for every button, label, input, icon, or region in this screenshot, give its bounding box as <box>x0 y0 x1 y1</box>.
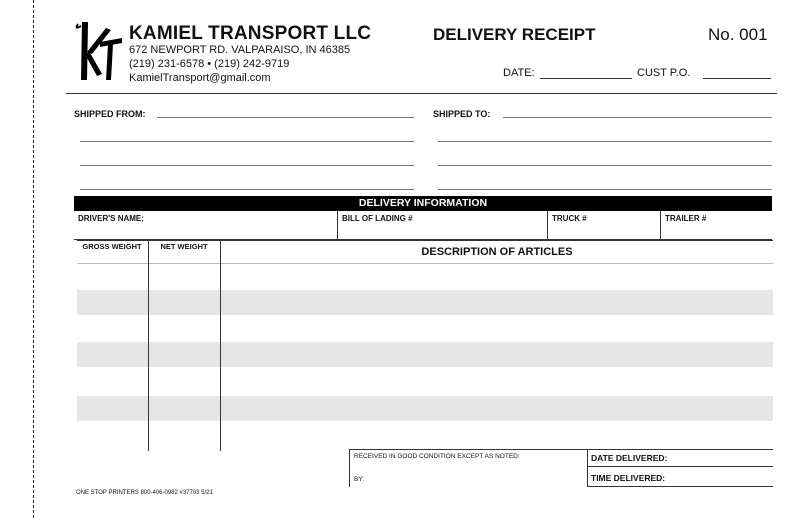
table-band-row <box>77 342 773 367</box>
kt-logo <box>72 18 124 84</box>
table-band-row <box>77 396 773 421</box>
bill-of-lading-label: BILL OF LADING # <box>342 214 413 223</box>
column-divider <box>148 241 149 451</box>
document-title: DELIVERY RECEIPT <box>433 25 596 44</box>
gross-weight-header: GROSS WEIGHT <box>82 242 142 251</box>
shipped-from-line-2[interactable] <box>80 141 414 142</box>
table-header-rule <box>77 263 773 264</box>
footer-divider-left <box>349 449 350 487</box>
cust-po-field[interactable] <box>703 78 771 79</box>
company-name: KAMIEL TRANSPORT LLC <box>129 23 372 44</box>
company-email: KamielTransport@gmail.com <box>129 72 271 84</box>
footer-mid-rule <box>587 466 773 467</box>
company-contact <box>129 43 350 85</box>
trailer-label: TRAILER # <box>665 214 707 223</box>
received-note: RECEIVED IN GOOD CONDITION EXCEPT AS NOTED: <box>354 453 520 460</box>
shipped-from-line-3[interactable] <box>80 165 414 166</box>
printer-note: ONE STOP PRINTERS 800-406-0982 #37703 5/21 <box>76 490 213 496</box>
receipt-number: No. 001 <box>708 25 768 44</box>
date-delivered-label: DATE DELIVERED: <box>591 453 668 463</box>
shipped-from-line-4[interactable] <box>80 189 414 190</box>
footer-bottom-rule <box>587 486 773 487</box>
truck-label: TRUCK # <box>552 214 587 223</box>
company-phones: (219) 231-6578 • (219) 242-9719 <box>129 58 290 70</box>
shipped-from-field[interactable] <box>157 117 414 118</box>
drivers-name-label: DRIVER'S NAME: <box>78 214 144 223</box>
cust-po-label: CUST P.O. <box>637 67 691 79</box>
perforation-line <box>33 0 34 518</box>
footer-divider-right <box>587 449 588 487</box>
shipped-to-line-2[interactable] <box>438 141 772 142</box>
shipped-to-line-4[interactable] <box>438 189 772 190</box>
company-address: 672 NEWPORT RD. VALPARAISO, IN 46385 <box>129 44 351 56</box>
shipped-to-field[interactable] <box>503 117 772 118</box>
time-delivered-label: TIME DELIVERED: <box>591 473 666 483</box>
date-field[interactable] <box>540 78 632 79</box>
shipped-from-label: SHIPPED FROM: <box>74 109 146 119</box>
delivery-info-heading: DELIVERY INFORMATION <box>74 196 772 211</box>
articles-table <box>77 240 773 451</box>
trailer-field[interactable] <box>660 211 772 239</box>
drivers-name-field[interactable] <box>74 211 336 239</box>
column-divider <box>220 241 221 451</box>
shipped-to-line-3[interactable] <box>438 165 772 166</box>
truck-field[interactable] <box>547 211 661 239</box>
header-divider <box>66 93 777 94</box>
date-label: DATE: <box>503 67 535 79</box>
shipped-to-label: SHIPPED TO: <box>433 109 491 119</box>
net-weight-header: NET WEIGHT <box>160 242 208 251</box>
by-label: BY: <box>354 476 365 483</box>
table-band-row <box>77 290 773 315</box>
footer-top-rule <box>349 449 773 450</box>
bill-of-lading-field[interactable] <box>337 211 548 239</box>
description-header: DESCRIPTION OF ARTICLES <box>421 246 573 258</box>
delivery-info-row <box>74 211 772 240</box>
